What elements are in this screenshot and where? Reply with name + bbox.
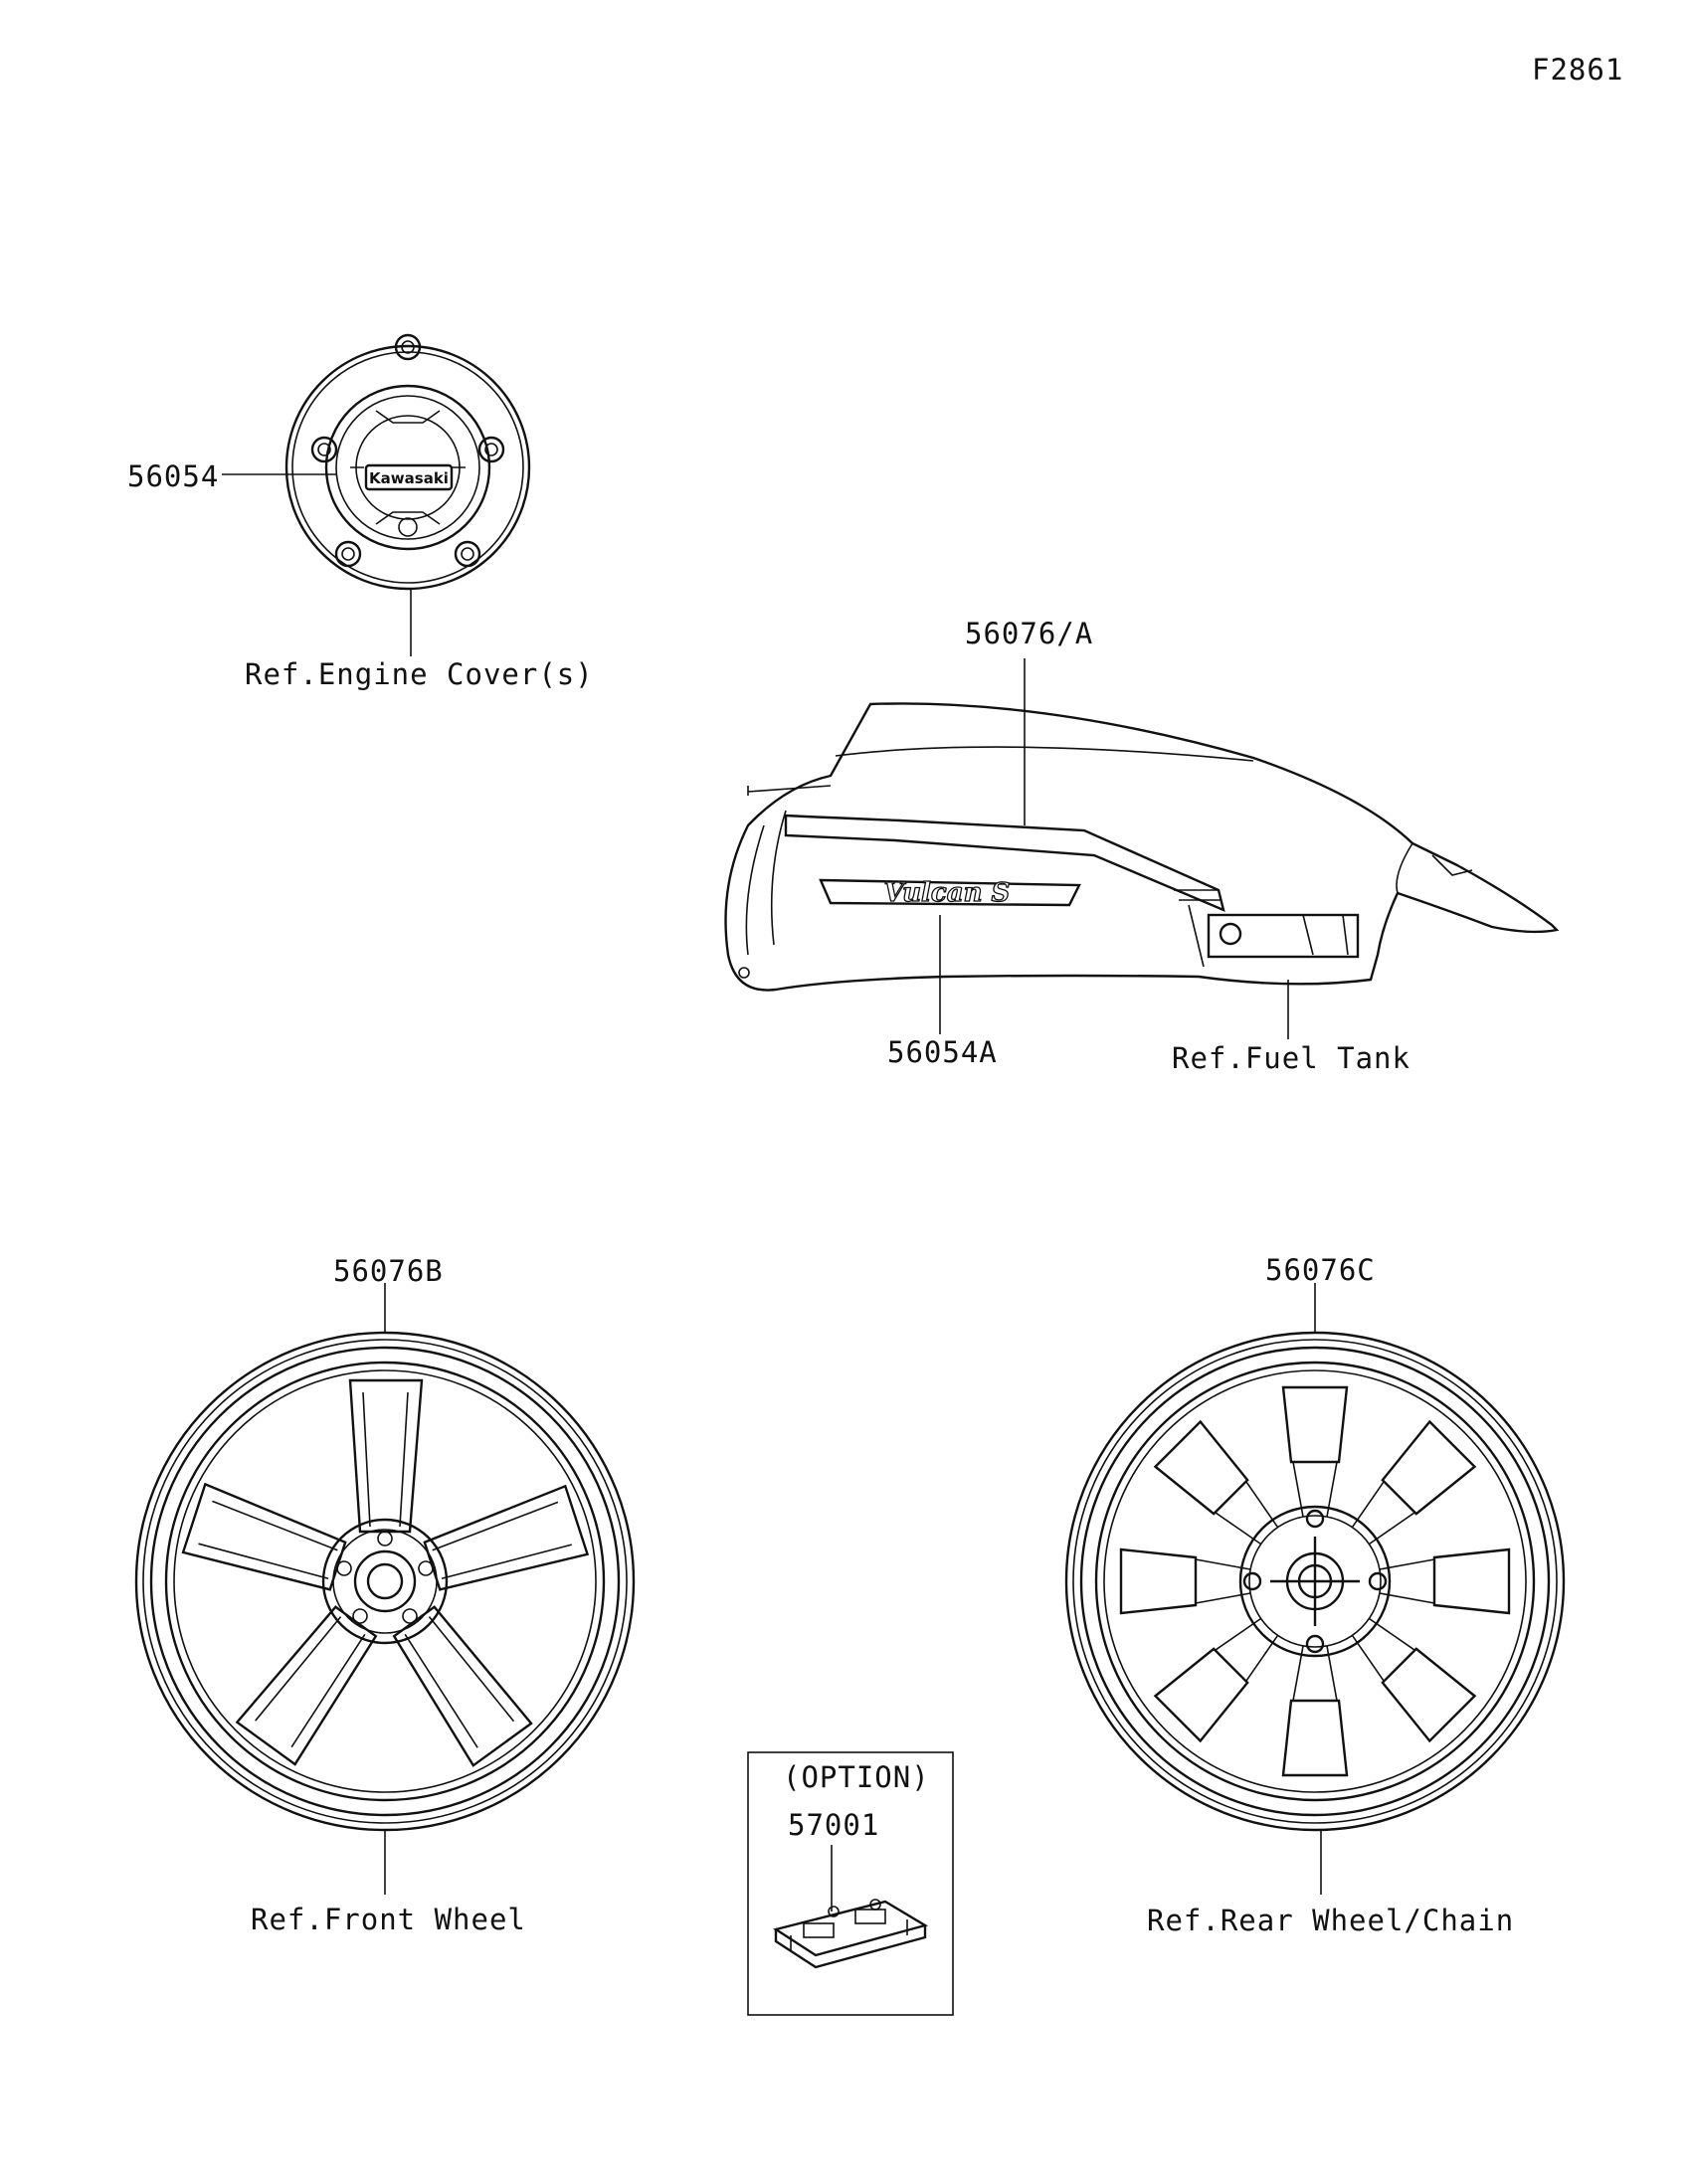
engine-cover-part-number: 56054 [127,459,220,493]
rear-wheel-part-number: 56076C [1265,1253,1376,1287]
rear-wheel-illustration [1066,1333,1564,1830]
kawasaki-logo-text: Kawasaki [369,469,449,487]
fuel-tank-reference: Ref.Fuel Tank [1172,1041,1410,1075]
option-box-title: (OPTION) [783,1760,930,1794]
engine-cover-reference: Ref.Engine Cover(s) [245,657,594,691]
rear-wheel-reference: Ref.Rear Wheel/Chain [1147,1904,1515,1937]
tank-emblem-part-number: 56054A [887,1035,998,1069]
fuel-tank-illustration [726,703,1558,990]
front-wheel-illustration [136,1333,634,1830]
vulcan-s-emblem-text: Vulcan S [883,878,1011,908]
figure-id: F2861 [1532,53,1624,87]
bolt-icon [337,1532,433,1623]
tank-stripe-part-number: 56076/A [965,617,1094,650]
tool-clip-illustration [776,1900,925,1967]
option-part-number: 57001 [788,1808,880,1842]
front-wheel-part-number: 56076B [333,1254,444,1288]
engine-cover-illustration [286,335,529,589]
front-wheel-reference: Ref.Front Wheel [251,1903,526,1936]
bolt-icon [312,335,503,566]
